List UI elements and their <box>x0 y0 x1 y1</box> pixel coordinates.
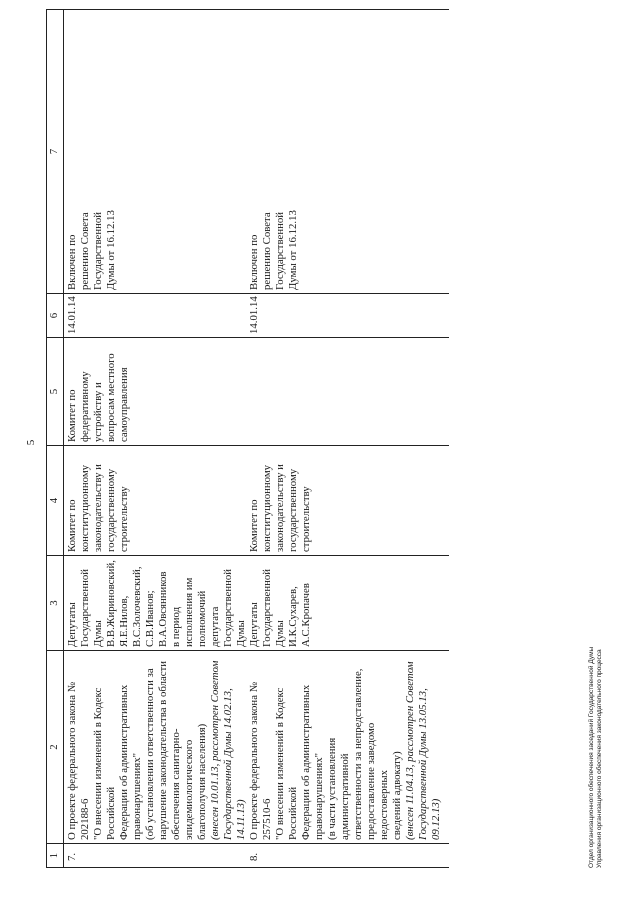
committee-cell <box>248 446 449 556</box>
committee-cell-line: законодательству и <box>274 464 286 552</box>
committee-cell-line: строительству <box>118 486 130 552</box>
project-note-line: (внесен 10.01.13, рассмотрен Советом <box>209 660 221 840</box>
project-note-line: (внесен 11.04.13, рассмотрен Советом <box>404 661 416 840</box>
status-cell-line: Государственной <box>92 211 104 290</box>
project-cell-line: Федерации об административных <box>300 684 312 840</box>
project-cell-line: Федерации об административных <box>118 684 130 840</box>
authors-cell <box>64 556 249 651</box>
authors-cell-line: в период <box>170 606 182 647</box>
committee-cell-line: государственному <box>105 468 117 552</box>
authors-cell-line: Государственной <box>261 568 273 647</box>
committee-cell-line: законодательству и <box>92 464 104 552</box>
committee-cell-line: Комитет по <box>248 499 260 552</box>
status-cell <box>64 10 249 294</box>
status-cell <box>248 10 449 294</box>
authors-cell-line: Думы <box>92 620 104 647</box>
co-committee-cell-line: федеративному <box>79 371 91 442</box>
committee-cell-line: строительству <box>300 486 312 552</box>
column-header: 6 <box>47 294 64 338</box>
authors-cell-line: В.С.Золочевский, <box>131 566 143 647</box>
committee-cell-line: государственному <box>287 468 299 552</box>
co-committee-cell <box>64 338 249 446</box>
project-cell-line: предоставление заведомо недостоверных <box>365 722 390 840</box>
co-committee-cell-line: устройству и <box>92 382 104 442</box>
project-cell-line: правонарушениях" <box>131 752 143 840</box>
project-cell <box>64 651 249 844</box>
rotated-page <box>20 5 615 880</box>
project-cell-line: ответственности за непредставление, <box>352 668 364 840</box>
committee-cell-line: Комитет по <box>66 499 78 552</box>
footer-line: Отдел организационного обеспечения заседаний Государственной Думы <box>588 646 595 868</box>
agenda-table <box>46 9 449 868</box>
status-cell-line: Государственной <box>274 211 286 290</box>
authors-cell-line: А.С.Кропачев <box>300 583 312 647</box>
authors-cell-line: полномочий <box>196 590 208 647</box>
date-cell: 14.01.14 <box>64 294 249 338</box>
column-header: 5 <box>47 338 64 446</box>
table-row <box>64 10 249 868</box>
column-header: 7 <box>47 10 64 294</box>
project-note-line: Государственной Думы 14.02.13, 14.11.13) <box>222 688 247 840</box>
page-number: 5 <box>25 439 37 446</box>
table-body <box>64 10 450 868</box>
project-cell-line: "О внесении изменений в Кодекс Российской <box>274 687 299 840</box>
status-cell-line: решению Совета <box>261 212 273 290</box>
authors-cell-line: Государственной <box>79 568 91 647</box>
footer-line: Управления организационного обеспечения законодательного процесса <box>596 649 603 868</box>
authors-cell-line: С.В.Иванов; <box>144 590 156 647</box>
authors-cell-line: Думы <box>274 620 286 647</box>
authors-cell-line: Думы <box>235 620 247 647</box>
project-cell-line: (в части установления административной <box>326 737 351 840</box>
co-committee-cell-line: Комитет по <box>66 389 78 442</box>
column-header: 1 <box>47 844 64 868</box>
status-cell-line: решению Совета <box>79 212 91 290</box>
authors-cell-line: Государственной <box>222 568 234 647</box>
authors-cell <box>248 556 449 651</box>
row-number: 8. <box>248 844 449 868</box>
committee-cell-line: конституционному <box>261 464 273 552</box>
project-cell-line: (об установлении ответственности за <box>144 668 156 840</box>
authors-cell-line: депутата <box>209 606 221 647</box>
project-cell-line: О проекте федерального закона № 257510-6 <box>248 682 273 840</box>
committee-cell <box>64 446 249 556</box>
status-cell-line: Включен по <box>66 234 78 290</box>
project-note-line: Государственной Думы 13.05.13, 09.12.13) <box>417 688 442 840</box>
project-cell-line: благополучия населения) <box>196 723 208 840</box>
authors-cell-line: Депутаты <box>248 602 260 647</box>
status-cell-line: Думы от 16.12.13 <box>287 210 299 290</box>
column-header-row <box>47 10 64 868</box>
authors-cell-line: исполнения им <box>183 577 195 647</box>
column-header: 4 <box>47 446 64 556</box>
column-header: 2 <box>47 651 64 844</box>
co-committee-cell-line: вопросам местного <box>105 353 117 442</box>
co-committee-cell-line: самоуправления <box>118 367 130 442</box>
column-header: 3 <box>47 556 64 651</box>
footer <box>588 647 604 868</box>
status-cell-line: Думы от 16.12.13 <box>105 210 117 290</box>
row-number: 7. <box>64 844 249 868</box>
committee-cell-line: конституционному <box>79 464 91 552</box>
authors-cell-line: Я.Е.Нилов, <box>118 595 130 647</box>
authors-cell-line: И.К.Сухарев, <box>287 586 299 647</box>
date-cell: 14.01.14 <box>248 294 449 338</box>
authors-cell-line: В.В.Жириновский, <box>105 560 117 647</box>
project-cell-line: "О внесении изменений в Кодекс Российской <box>92 687 117 840</box>
project-cell-line: сведений адвокату) <box>391 751 403 840</box>
table-row <box>248 10 449 868</box>
project-cell-line: правонарушениях" <box>313 752 325 840</box>
project-cell-line: О проекте федерального закона № 202188-6 <box>66 682 91 840</box>
authors-cell-line: Депутаты <box>66 602 78 647</box>
authors-cell-line: В.А.Овсянников <box>157 571 169 647</box>
project-cell-line: нарушение законодательства в области <box>157 660 169 840</box>
project-cell <box>248 651 449 844</box>
project-cell-line: обеспечения санитарно-эпидемиологического <box>170 728 195 840</box>
co-committee-cell <box>248 338 449 446</box>
status-cell-line: Включен по <box>248 234 260 290</box>
